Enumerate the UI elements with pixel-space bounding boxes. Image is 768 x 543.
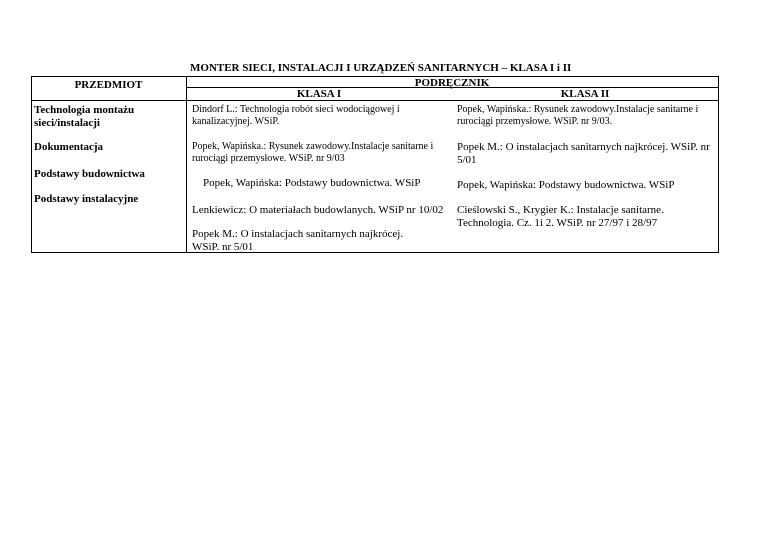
- class2-cell-dokumentacja: Popek M.: O instalacjach sanitarnych najkrócej. WSiP. nr 5/01: [457, 141, 710, 166]
- page-title: MONTER SIECI, INSTALACJI I URZĄDZEŃ SANITARNYCH – KLASA I i II: [190, 62, 572, 74]
- subject-podstawy-instalacyjne: Podstawy instalacyjne: [34, 193, 139, 205]
- table-border-right: [718, 76, 719, 253]
- class2-cell-podstawy-budownictwa: Popek, Wapińska: Podstawy budownictwa. WSiP: [457, 179, 675, 191]
- class1-cell-materialy: Lenkiewicz: O materiałach budowlanych. WSiP nr 10/02: [192, 204, 444, 216]
- class1-cell-instalacje: Popek M.: O instalacjach sanitarnych najkrócej. WSiP. nr 5/01: [192, 228, 404, 253]
- header-class-2: KLASA II: [560, 88, 610, 100]
- class2-cell-technologia: Popek, Wapińska.: Rysunek zawodowy.Instalacje sanitarne i rurociągi przemysłowe. WSiP. nr 9/03.: [457, 104, 699, 127]
- subject-technologia: Technologia montażu sieci/instalacji: [34, 104, 135, 129]
- header-textbook: PODRĘCZNIK: [414, 77, 490, 89]
- class1-cell-technologia: Dindorf L.: Technologia robót sieci wodociągowej i kanalizacyjnej. WSiP.: [192, 104, 400, 127]
- table-border-left: [31, 76, 32, 253]
- header-bottom-border: [31, 100, 719, 101]
- class1-cell-podstawy-budownictwa: Popek, Wapińska: Podstawy budownictwa. WSiP: [203, 177, 421, 189]
- header-class-1: KLASA I: [296, 88, 342, 100]
- class1-cell-dokumentacja: Popek, Wapińska.: Rysunek zawodowy.Instalacje sanitarne i rurociągi przemysłowe. WSiP. nr 9/03: [192, 141, 434, 164]
- subject-podstawy-budownictwa: Podstawy budownictwa: [34, 168, 145, 180]
- subject-dokumentacja: Dokumentacja: [34, 141, 104, 153]
- column-divider-subject: [186, 76, 187, 253]
- header-subject: PRZEDMIOT: [74, 79, 143, 91]
- class2-cell-instalacje: Cieślowski S., Krygier K.: Instalacje sanitarne. Technologia. Cz. 1i 2. WSiP. nr 27/97 i 28/97: [457, 204, 664, 229]
